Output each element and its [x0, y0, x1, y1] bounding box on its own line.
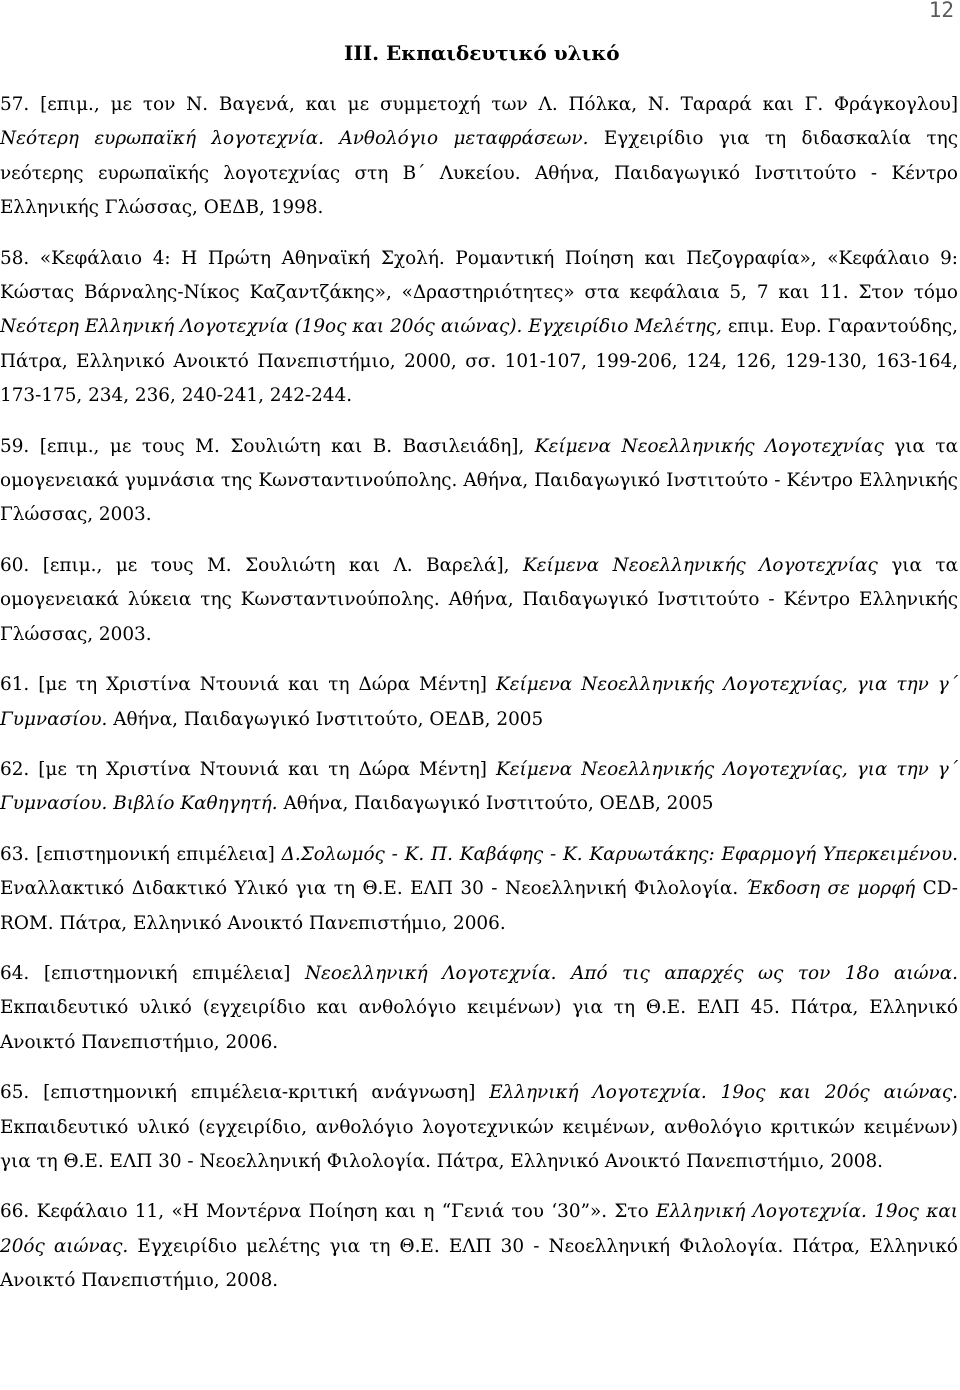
bibliography-entry [0, 957, 958, 1060]
entry-title-italic: Νεότερη Ελληνική Λογοτεχνία (19ος και 20ός αιώνας). Εγχειρίδιο Μελέτης, [0, 316, 722, 338]
bibliography-entry [0, 242, 958, 414]
entry-text: 63. [επιστημονική επιμέλεια] [0, 843, 282, 865]
entry-text: Εγχειρίδιο για τη διδασκαλία της νεότερης ευρωπαϊκής λογοτεχνίας στη Β΄ Λυκείου. Αθήνα, Παιδαγωγικό Ινστιτούτο - Κέντρο Ελληνικής Γλώσσας, ΟΕΔΒ, 1998. [0, 128, 958, 219]
entry-title-italic: Έκδοση σε μορφή [745, 878, 916, 900]
entry-title-italic: Δ.Σολωμός - Κ. Π. Καβάφης - Κ. Καρυωτάκης: Εφαρμογή Υπερκειμένου. [281, 843, 958, 865]
bibliography-entry [0, 1195, 958, 1298]
entry-title-italic: Κείμενα Νεοελληνικής Λογοτεχνίας, για την γ΄ Γυμνασίου. Βιβλίο Καθηγητή. [0, 758, 958, 815]
bibliography-entry [0, 1076, 958, 1179]
entry-text: για τα ομογενειακά λύκεια της Κωνσταντινούπολης. Αθήνα, Παιδαγωγικό Ινστιτούτο - Κέντρο Ελληνικής Γλώσσας, 2003. [0, 554, 958, 645]
page-number: 12 [928, 0, 954, 22]
entry-text: Εναλλακτικό Διδακτικό Υλικό για τη Θ.Ε. ΕΛΠ 30 - Νεοελληνική Φιλολογία. [0, 878, 746, 900]
entry-text: 58. «Κεφάλαιο 4: Η Πρώτη Αθηναϊκή Σχολή. Ρομαντική Ποίηση και Πεζογραφία», «Κεφάλαιο 9: Κώστας Βάρναλης-Νίκος Καζαντζάκης», «Δραστηριότητες» στα κεφάλαια 5, 7 και 11. Στον τόμο [0, 247, 958, 304]
entry-text: Εκπαιδευτικό υλικό (εγχειρίδιο, ανθολόγιο λογοτεχνικών κειμένων, ανθολόγιο κριτικών κειμένων) για τη Θ.Ε. ΕΛΠ 30 - Νεοελληνική Φιλολογία. Πάτρα, Ελληνικό Ανοικτό Πανεπιστήμιο, 2008. [0, 1116, 958, 1172]
entry-text: 64. [επιστημονική επιμέλεια] [0, 962, 305, 984]
entry-text: 59. [επιμ., με τους Μ. Σουλιώτη και Β. Βασιλειάδη], [0, 435, 535, 457]
entry-text: 66. Κεφάλαιο 11, «Η Μοντέρνα Ποίηση και η “Γενιά του ‘30”». Στο [0, 1201, 657, 1223]
bibliography-entry [0, 430, 958, 533]
entry-text: Εκπαιδευτικό υλικό (εγχειρίδιο και ανθολόγιο κειμένων) για τη Θ.Ε. ΕΛΠ 45. Πάτρα, Ελληνικό Ανοικτό Πανεπιστήμιο, 2006. [0, 997, 958, 1053]
bibliography-entry [0, 838, 958, 941]
entry-text: 62. [με τη Χριστίνα Ντουνιά και τη Δώρα Μέντη] [0, 758, 496, 780]
entry-text: 60. [επιμ., με τους Μ. Σουλιώτη και Λ. Βαρελά], [0, 554, 523, 576]
entry-text: 57. [επιμ., με τον Ν. Βαγενά, και με συμμετοχή των Λ. Πόλκα, Ν. Ταραρά και Γ. Φράγκογλου] [0, 94, 958, 115]
bibliography-entry [0, 549, 958, 652]
entry-title-italic: Κείμενα Νεοελληνικής Λογοτεχνίας, για την γ΄ Γυμνασίου. [0, 674, 958, 730]
entry-title-italic: Ελληνική Λογοτεχνία. 19ος και 20ός αιώνας. [0, 1201, 958, 1257]
bibliography-entry [0, 753, 958, 822]
bibliography-list [0, 88, 958, 1315]
entry-title-italic: Νεότερη ευρωπαϊκή λογοτεχνία. Ανθολόγιο μεταφράσεων. [0, 128, 589, 150]
entry-text: Εγχειρίδιο μελέτης για τη Θ.Ε. ΕΛΠ 30 - Νεοελληνική Φιλολογία. Πάτρα, Ελληνικό Ανοικτό Πανεπιστήμιο, 2008. [0, 1235, 958, 1292]
entry-text: Αθήνα, Παιδαγωγικό Ινστιτούτο, ΟΕΔΒ, 2005 [107, 708, 544, 730]
entry-text: 61. [με τη Χριστίνα Ντουνιά και τη Δώρα Μέντη] [0, 674, 496, 696]
entry-text: Αθήνα, Παιδαγωγικό Ινστιτούτο, ΟΕΔΒ, 2005 [277, 793, 714, 815]
entry-text: επιμ. Ευρ. Γαραντούδης, Πάτρα, Ελληνικό Ανοικτό Πανεπιστήμιο, 2000, σσ. 101-107, 199-206, 124, 126, 129-130, 163-164, 173-175, 234, 236, 240-241, 242-244. [0, 316, 958, 407]
entry-text: για τα ομογενειακά γυμνάσια της Κωνσταντινούπολης. Αθήνα, Παιδαγωγικό Ινστιτούτο - Κέντρο Ελληνικής Γλώσσας, 2003. [0, 435, 958, 526]
entry-text: 65. [επιστημονική επιμέλεια-κριτική ανάγνωση] [0, 1082, 490, 1104]
entry-text: CD-ROM. Πάτρα, Ελληνικό Ανοικτό Πανεπιστήμιο, 2006. [0, 878, 958, 934]
bibliography-entry [0, 88, 958, 226]
bibliography-entry [0, 668, 958, 737]
entry-title-italic: Κείμενα Νεοελληνικής Λογοτεχνίας [522, 554, 878, 576]
entry-title-italic: Κείμενα Νεοελληνικής Λογοτεχνίας [534, 435, 884, 457]
entry-title-italic: Ελληνική Λογοτεχνία. 19ος και 20ός αιώνας. [489, 1082, 958, 1104]
entry-title-italic: Νεοελληνική Λογοτεχνία. Από τις απαρχές ως τον 18ο αιώνα. [304, 962, 958, 984]
section-heading: III. Εκπαιδευτικό υλικό [344, 41, 620, 65]
